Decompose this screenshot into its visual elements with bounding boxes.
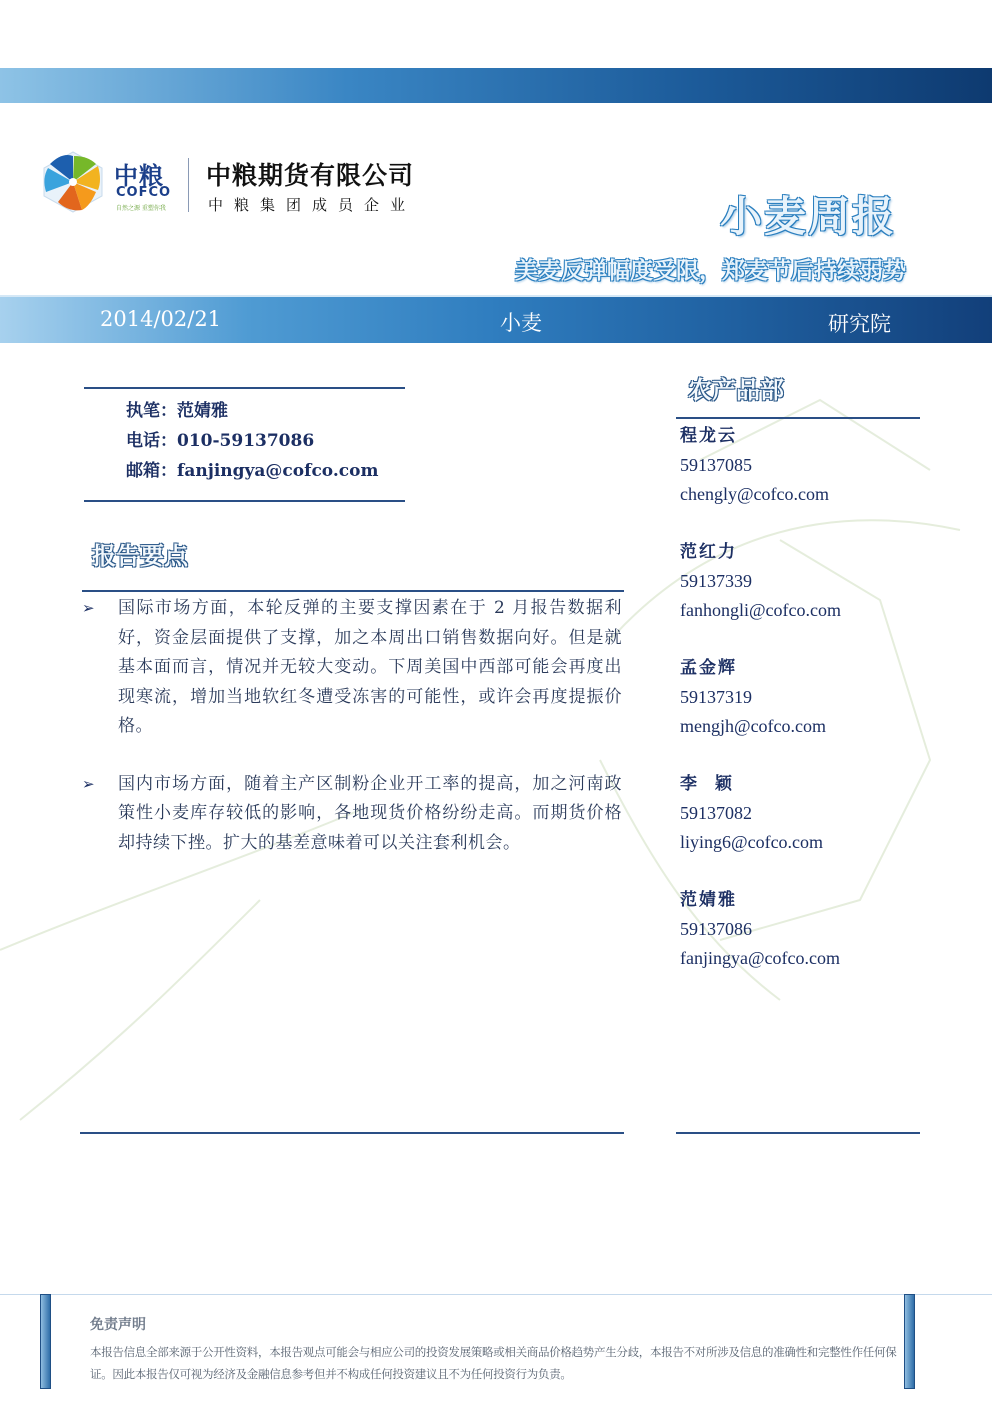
summary-bullet-domestic [82,770,622,859]
bullet-text: 国内市场方面，随着主产区制粉企业开工率的提高，加之河南政策性小麦库存较低的影响，各地现货价格纷纷走高。而期货价格却持续下挫。扩大的基差意味着可以关注套利机会。 [118,773,622,853]
top-banner-band [0,68,992,103]
report-department: 研究院 [828,312,891,336]
author-email-row [126,456,378,486]
department-title: 农产品部 [688,375,784,404]
summary-title: 报告要点 [92,541,188,570]
company-name: 中粮期货有限公司 [206,161,415,190]
contact-list [680,421,920,1001]
contact-name: 范红力 [680,542,737,562]
contact-name: 李 颖 [680,774,734,794]
cofco-logo-icon [40,150,106,214]
company-subtitle: 中粮集团成员企业 [208,196,417,214]
summary-bullet-international [82,594,622,742]
brand-name-cn: 中粮 [114,162,164,190]
contact-name: 程龙云 [680,426,737,446]
report-subtitle: 美麦反弹幅度受限，郑麦节后持续弱势 [515,257,906,284]
brand-slogan: 自然之源 重塑你我 [116,205,166,212]
brand-divider [188,158,189,212]
contact-name: 孟金辉 [680,658,737,678]
phone-label: 电话： [126,431,177,451]
report-category: 小麦 [500,311,542,335]
author-writer-row [126,396,378,426]
contact-item [680,653,920,741]
contact-email[interactable]: fanhongli@cofco.com [680,600,842,620]
contact-phone: 59137339 [680,571,752,591]
arrow-bullet-icon: ➢ [82,774,96,793]
disclaimer-text: 本报告信息全部来源于公开性资料，本报告观点可能会与相应公司的投资发展策略或相关商品价格趋势产生分歧，本报告不对所涉及信息的准确性和完整性作任何保证。因此本报告仅可视为经济及金融信息参考但并不构成任何投资建议且不为任何投资行为负责。 [90,1345,897,1381]
report-date: 2014/02/21 [100,307,222,331]
author-bottom-rule [84,500,405,502]
report-title: 小麦周报 [719,192,896,241]
author-phone-row [126,426,378,456]
disclaimer-top-border [0,1294,992,1295]
email-label: 邮箱： [126,461,177,481]
summary-bullets [82,594,622,858]
contact-email[interactable]: chengly@cofco.com [680,484,830,504]
arrow-bullet-icon: ➢ [82,599,96,617]
writer-name: 范婧雅 [177,401,228,421]
writer-phone: 010-59137086 [177,431,315,451]
summary-bottom-rule [80,1132,624,1134]
contact-email[interactable]: mengjh@cofco.com [680,716,827,736]
contact-phone: 59137319 [680,687,752,707]
contact-email[interactable]: liying6@cofco.com [680,832,824,852]
contact-phone: 59137086 [680,919,752,939]
contact-item [680,421,920,509]
contact-email[interactable]: fanjingya@cofco.com [680,948,841,968]
brand-name-en: COFCO [116,185,172,200]
disclaimer-left-post [40,1294,51,1389]
summary-top-rule [82,590,624,592]
contact-item [680,885,920,973]
contact-item [680,769,920,857]
department-bottom-rule [676,1132,920,1134]
writer-email[interactable]: fanjingya@cofco.com [177,461,379,481]
disclaimer-title: 免责声明 [90,1317,146,1333]
contact-phone: 59137085 [680,455,752,475]
contact-item [680,537,920,625]
author-top-rule [84,387,405,389]
author-block [126,396,378,486]
writer-label: 执笔： [126,401,177,421]
bullet-text: 国际市场方面，本轮反弹的主要支撑因素在于 2 月报告数据利好，资金层面提供了支撑，加之本周出口销售数据向好。但是就基本面而言，情况并无较大变动。下周美国中西部可能会再度出现寒流，增加当地软红冬遭受冻害的可能性，或许会再度提振价格。 [118,598,622,736]
contact-phone: 59137082 [680,803,752,823]
department-top-rule [676,417,920,419]
contact-name: 范婧雅 [680,890,737,910]
